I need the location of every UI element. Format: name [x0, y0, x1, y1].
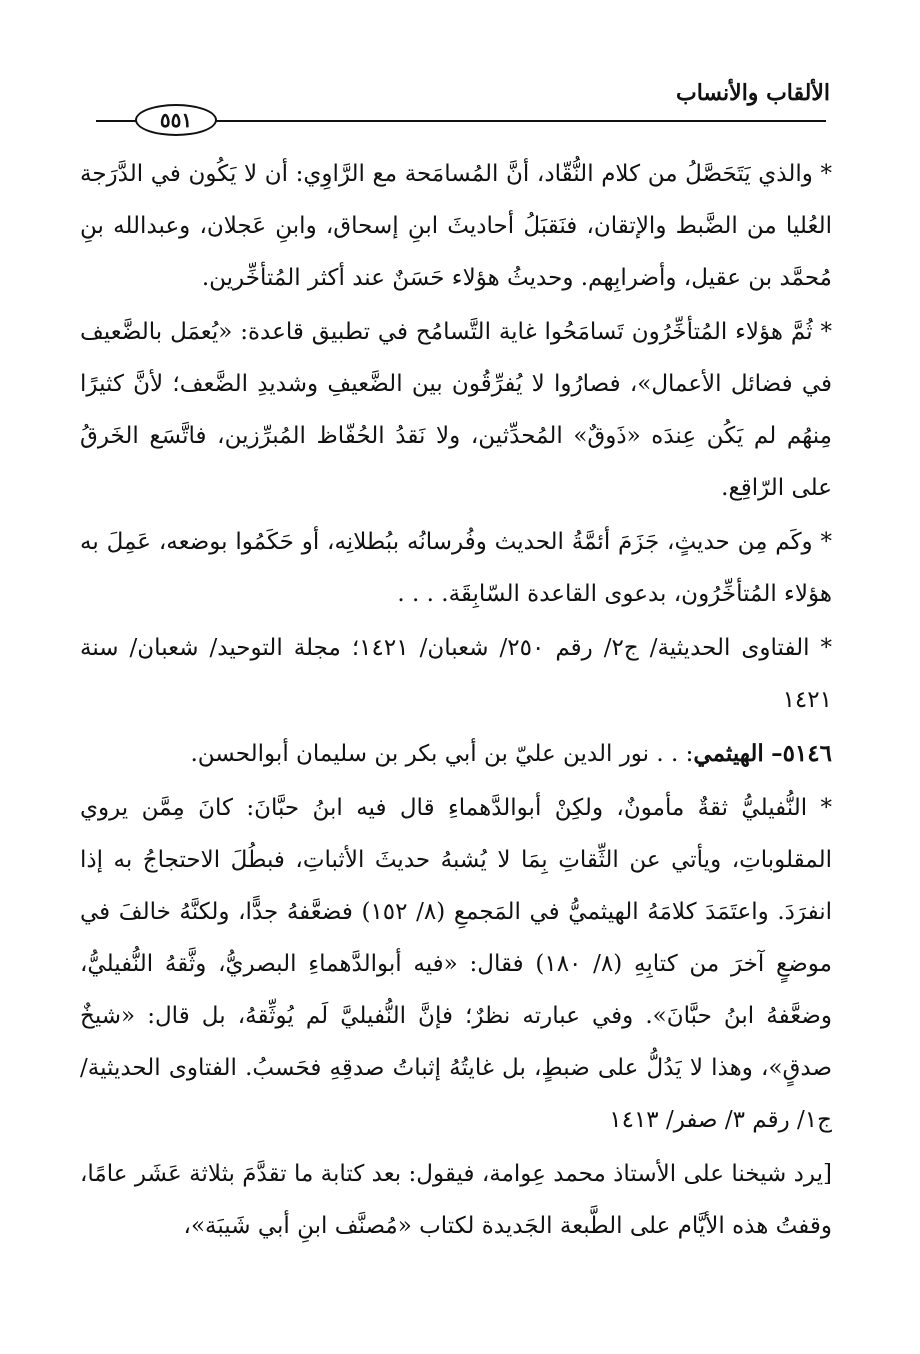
paragraph-2: * ثُمَّ هؤلاء المُتأخِّرُون تَسامَحُوا غاية التَّسامُح في تطبيق قاعدة: «يُعمَل بالضَّعيف في فضائل الأعمال»، فصارُوا لا يُفرِّقُون بين الضَّعيفِ وشديدِ الضَّعف؛ لأنَّ كثيرًا مِنهُم لم يَكُن عِندَه «ذَوقٌ» المُحدِّثين، ولا نَقدُ الحُفّاظ المُبرِّزين، فاتَّسَع الخَرقُ على الرّاقِع. — [80, 319, 832, 501]
entry-description: : . . نور الدين عليّ بن أبي بكر بن سليمان أبوالحسن. — [190, 741, 694, 767]
running-head-title: الألقاب والأنساب — [675, 80, 830, 106]
entry-name: الهيثمي — [693, 740, 764, 767]
page-number: ٥٥١ — [135, 104, 217, 136]
paragraph-6: * النُّفيليُّ ثقةٌ مأمونٌ، ولكِنْ أبوالدَّهماءِ قال فيه ابنُ حبَّانَ: كانَ مِمَّن يروي المقلوباتِ، ويأتي عن الثِّقاتِ بِمَا لا يُشبهُ حديثَ الأثباتِ، فبطُلَ الاحتجاجُ به إذا انفرَدَ. واعتَمَدَ كلامَهُ الهيثميُّ في المَجمعِ (٨/ ١٥٢) فضعَّفهُ جدًّا، ولكنَّهُ خالفَ في موضعٍ آخرَ من كتابِهِ (٨/ ١٨٠) فقال: «فيه أبوالدَّهماءِ البصريُّ، وثَّقهُ النُّفيليُّ، وضعَّفهُ ابنُ حبَّانَ». وفي عبارته نظرٌ؛ فإنَّ النُّفيليَّ لَم يُوثِّقهُ، بل قال: «شيخٌ صدقٍ»، وهذا لا يَدُلُّ على ضبطٍ، بل غايتُهُ إثباتُ صدقِهِ فحَسبُ. الفتاوى الحديثية/ ج١/ رقم ٣/ صفر/ ١٤١٣ — [80, 795, 833, 1133]
paragraph-3: * وكَم مِن حديثٍ، جَزَمَ أئمَّةُ الحديث وفُرسانُه ببُطلانِه، أو حَكَمُوا بوضعه، عَمِلَ به هؤلاء المُتأخِّرُون، بدعوى القاعدة السّابِقَة. . . . — [80, 529, 832, 607]
paragraph-7: [يرد شيخنا على الأستاذ محمد عِوامة، فيقول: بعد كتابة ما تقدَّمَ بثلاثة عَشَر عامًا، وقفتُ هذه الأيَّام على الطَّبعة الجَديدة لكتاب «مُصنَّف ابنِ أبي شَيبَة»، — [80, 1161, 832, 1239]
paragraph-1: * والذي يَتَحَصَّلُ من كلام النُّقّاد، أنَّ المُسامَحة مع الرَّاوِي: أن لا يَكُون في الدَّرَجة العُليا من الضَّبط والإتقان، فنَقبَلُ أحاديثَ ابنِ إسحاق، وابنِ عَجلان، وعبدالله بنِ مُحمَّد بن عقيل، وأضرابِهم. وحديثُ هؤلاء حَسَنٌ عند أكثر المُتأخِّرين. — [80, 161, 832, 291]
paragraph-4: * الفتاوى الحديثية/ ج٢/ رقم ٢٥٠/ شعبان/ ١٤٢١؛ مجلة التوحيد/ شعبان/ سنة ١٤٢١ — [80, 635, 833, 713]
entry-heading — [80, 728, 832, 780]
body-text — [80, 148, 832, 1252]
entry-number: ٥١٤٦– — [771, 740, 832, 767]
